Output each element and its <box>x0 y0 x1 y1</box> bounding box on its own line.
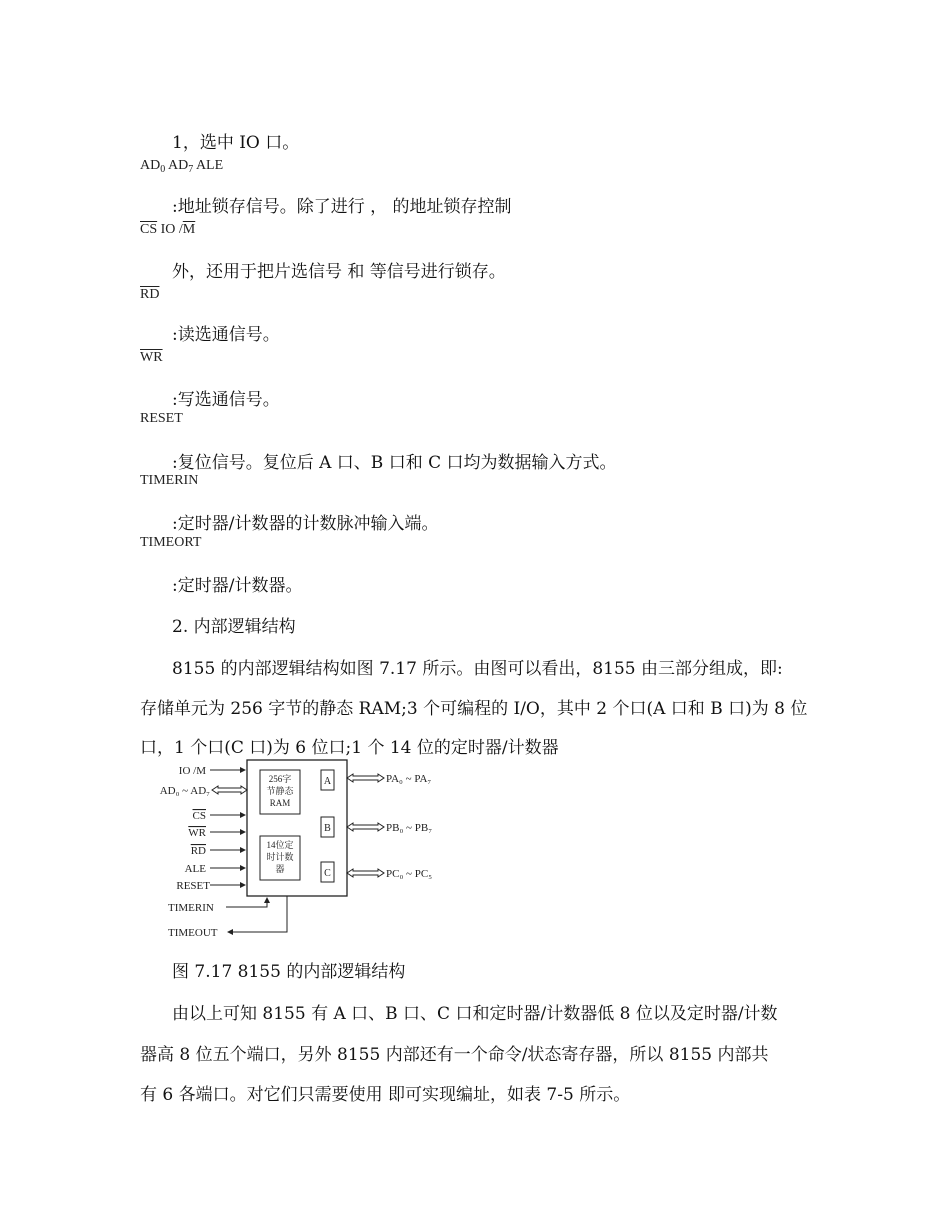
output-pa: PA₀ ~ PA₇ <box>386 773 432 785</box>
timer-text-2: 时计数 <box>266 852 294 862</box>
body-line-3: 口，1 个口(C 口)为 6 位口;1 个 14 位的定时器/计数器 <box>140 738 559 758</box>
input-ad: AD₀ ~ AD₇ <box>159 785 210 797</box>
signal-timerin: TIMERIN <box>140 473 199 488</box>
input-io-m: IO /M <box>178 765 206 777</box>
body-line-2: 存储单元为 256 字节的静态 RAM;3 个可编程的 I/O，其中 2 个口(A 口和 B 口)为 8 位 <box>140 699 808 719</box>
body2-line-2: 器高 8 位五个端口，另外 8155 内部还有一个命令/状态寄存器，所以 8155 内部共 <box>140 1045 769 1065</box>
paragraph-4: :读选通信号。 <box>172 325 280 345</box>
paragraph-5: :写选通信号。 <box>172 390 280 410</box>
output-timeout: TIMEOUT <box>168 927 218 939</box>
body2-line-3: 有 6 各端口。对它们只需要使用 即可实现编址，如表 7-5 所示。 <box>140 1085 631 1105</box>
signal-rd: $\overline{RD}$ <box>140 287 160 302</box>
signal-wr: $\overline{WR}$ <box>140 350 163 365</box>
ram-text-1: 256字 <box>268 774 292 784</box>
paragraph-7: :定时器/计数器的计数脉冲输入端。 <box>172 514 439 534</box>
input-reset: RESET <box>176 880 210 892</box>
port-b-label: B <box>324 823 331 834</box>
input-rd: RD <box>190 845 206 857</box>
figure-caption: 图 7.17 8155 的内部逻辑结构 <box>172 962 406 982</box>
paragraph-3: 外，还用于把片选信号 和 等信号进行锁存。 <box>172 262 506 282</box>
figure-8155-diagram <box>140 756 500 946</box>
input-ale: ALE <box>184 863 206 875</box>
output-pb: PB₀ ~ PB₇ <box>386 822 433 834</box>
signal-labels-ad-ale <box>140 158 223 178</box>
signal-ale: ALE <box>195 158 224 173</box>
port-a-label: A <box>323 776 332 787</box>
signal-cs: $\overline{CS}$ <box>140 222 158 237</box>
ram-text-3: RAM <box>269 798 291 808</box>
timer-text-1: 14位定 <box>266 840 294 850</box>
signal-timeort: TIMEORT <box>140 535 202 550</box>
paragraph-6: :复位信号。复位后 A 口、B 口和 C 口均为数据输入方式。 <box>172 453 617 473</box>
signal-io: IO / <box>160 222 183 237</box>
section-heading: 2. 内部逻辑结构 <box>172 617 296 637</box>
paragraph-8: :定时器/计数器。 <box>172 576 303 596</box>
output-pc: PC₀ ~ PC₅ <box>386 868 433 880</box>
signal-m: $\overline{M}$ <box>182 222 196 237</box>
paragraph-1: 1，选中 IO 口。 <box>172 133 300 153</box>
body-line-1: 8155 的内部逻辑结构如图 7.17 所示。由图可以看出，8155 由三部分组成，即: <box>172 659 783 679</box>
signal-reset: RESET <box>140 411 183 426</box>
body2-line-1: 由以上可知 8155 有 A 口、B 口、C 口和定时器/计数器低 8 位以及定时器/计数 <box>172 1004 778 1024</box>
output-arrows <box>347 774 384 877</box>
signal-ad0: $AD_0$ <box>140 158 166 175</box>
ram-text-2: 节静态 <box>266 786 294 796</box>
input-wr: WR <box>188 827 206 839</box>
timer-text-3: 器 <box>275 864 285 874</box>
input-cs: CS <box>192 810 206 822</box>
paragraph-2: :地址锁存信号。除了进行 ， 的地址锁存控制 <box>172 197 512 217</box>
signal-labels-cs-iom <box>140 222 195 238</box>
signal-ad7: $AD_7$ <box>167 158 194 175</box>
port-c-label: C <box>324 868 331 879</box>
input-timerin: TIMERIN <box>168 902 214 914</box>
